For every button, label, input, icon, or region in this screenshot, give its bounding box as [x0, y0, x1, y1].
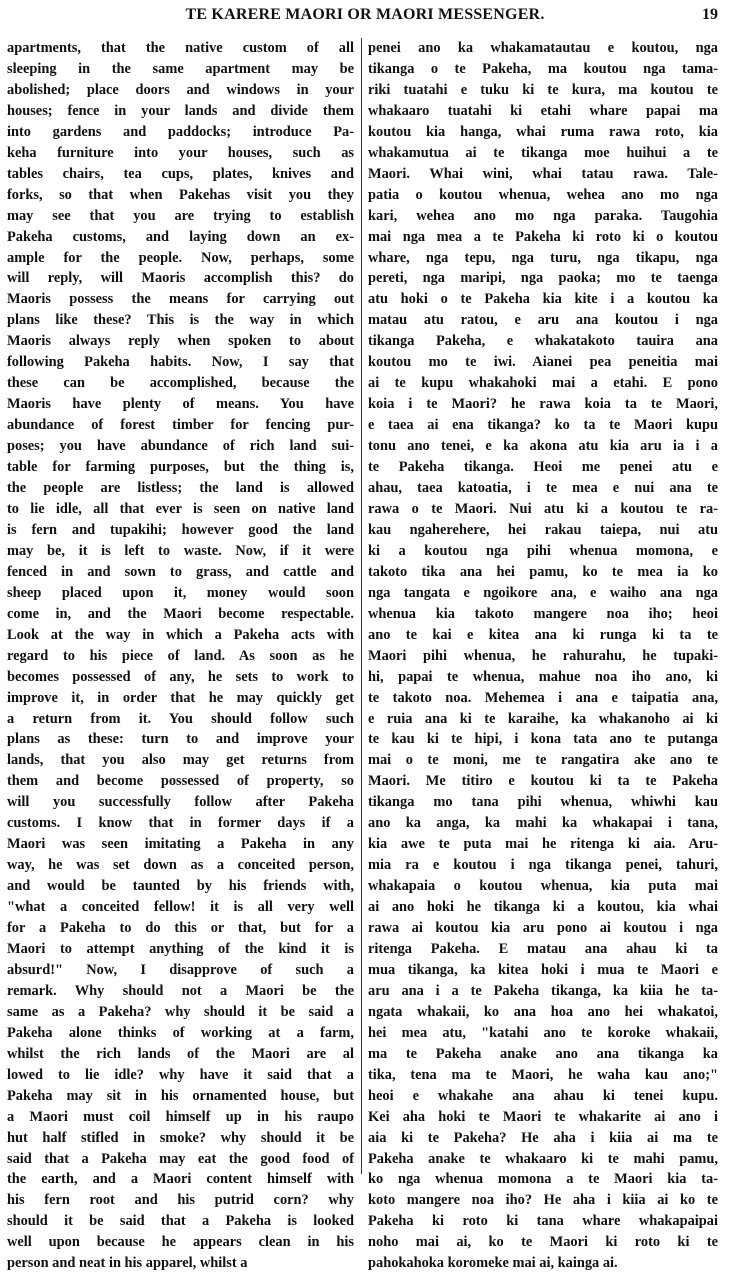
maori-text-line: rawa o te Maori. Nui atu ki a koutou te ra- — [368, 500, 718, 517]
maori-text-line: ahau, taea katoatia, i te mea e nui ana te — [368, 480, 718, 497]
english-text-line: tables chairs, tea cups, plates, knives and — [7, 165, 354, 182]
english-text-line: lands, that you also may get returns from — [7, 752, 354, 769]
english-text-line: Maori was seen imitating a Pakeha in any — [7, 836, 354, 853]
english-text-line: lowed to lie idle? why have it said that a — [7, 1066, 354, 1083]
maori-text-line: nga tangata e ngoikore ana, e waiho ana nga — [368, 584, 718, 601]
maori-text-line: pahokahoka koromeke mai ai, kainga ai. — [368, 1255, 618, 1272]
maori-text-line: ano ka anga, ka mahi ka whakapai i tana, — [368, 815, 718, 832]
english-text-line: will reply, will Maoris accomplish this? do — [7, 270, 354, 287]
maori-column — [368, 38, 718, 1272]
maori-text-line: e ruia ana ki te karaihe, ka whakanoho ai ki — [368, 710, 718, 727]
newspaper-title: TE KARERE MAORI OR MAORI MESSENGER. — [185, 6, 545, 23]
english-text-line: a return from it. You should follow such — [7, 710, 354, 727]
english-text-line: said that a Pakeha may eat the good food of — [7, 1150, 354, 1167]
english-text-line: poses; you have abundance of rich land sui- — [7, 438, 354, 455]
english-text-line: "what a conceited fellow! it is all very well — [7, 899, 354, 916]
english-text-line: remark. Why should not a Maori be the — [7, 982, 354, 999]
english-text-line: them and become possessed of property, so — [7, 773, 354, 790]
english-text-line: way, he was set down as a conceited person, — [7, 857, 354, 874]
english-text-line: will you successfully follow after Pakeha — [7, 794, 354, 811]
english-text-line: improve it, in order that he may quickly get — [7, 689, 354, 706]
maori-text-line: tonu ano tenei, e ka akona atu kia aru ia i a — [368, 438, 718, 455]
maori-text-line: whare, nga tepu, nga turu, nga tikapu, nga — [368, 249, 718, 266]
maori-text-line: mua tikanga, ka kitea hoki i mua te Maori e — [368, 961, 718, 978]
maori-text-line: riki tuatahi e tuku ki te kura, ma koutou te — [368, 81, 718, 98]
maori-text-line: takoto tika ana hei pamu, ko te mea ia ko — [368, 563, 718, 580]
maori-text-line: ko nga whenua momona a te Maori kia ta- — [368, 1171, 718, 1188]
english-text-line: into gardens and paddocks; introduce Pa- — [7, 123, 354, 140]
maori-text-line: koutou mo te iwi. Aianei pea peneitia mai — [368, 354, 718, 371]
maori-text-line: ano te kai e kitea ana ki runga ki ta te — [368, 626, 718, 643]
english-text-line: following Pakeha habits. Now, I say that — [7, 354, 354, 371]
english-text-line: well upon because he appears clean in his — [7, 1234, 354, 1251]
english-text-line: Maoris possess the means for carrying out — [7, 291, 354, 308]
maori-text-line: aru ana i a te Pakeha tikanga, ka kiia he ta- — [368, 982, 718, 999]
maori-text-line: tikanga mo tana pihi whenua, whiwhi kau — [368, 794, 718, 811]
maori-text-line: koto mangere noa iho? He aha i kiia ai ko te — [368, 1192, 718, 1209]
english-text-line: should it be said that a Pakeha is looked — [7, 1213, 354, 1230]
maori-text-line: Kei aha hoki te Maori te whakarite ai ano i — [368, 1108, 718, 1125]
maori-text-line: matau atu ratou, e aru ana koutou i nga — [368, 312, 718, 329]
maori-text-line: whenua kia takoto mangere noa iho; heoi — [368, 605, 718, 622]
maori-text-line: hi, papai te whenua, mahue noa iho ano, ki — [368, 668, 718, 685]
maori-text-line: te Pakeha tikanga. Heoi me penei atu e — [368, 459, 718, 476]
maori-text-line: rawa ai koutou kia aru pono ai koutou i nga — [368, 920, 718, 937]
english-text-line: becomes possessed of any, he sets to work to — [7, 668, 354, 685]
english-text-line: plans like these? This is the way in which — [7, 312, 354, 329]
english-text-line: customs. I know that in former days if a — [7, 815, 354, 832]
maori-text-line: ritenga Pakeha. E matau ana ahau ki ta — [368, 940, 718, 957]
maori-text-line: mai nga mea a te Pakeha ki roto ki o koutou — [368, 228, 718, 245]
maori-text-line: kari, wehea ano mo nga paraka. Taugohia — [368, 207, 718, 224]
maori-text-line: noho mai ai, ko te Maori ki roto ki te — [368, 1234, 718, 1251]
english-text-line: abundance of forest timber for fencing pur- — [7, 417, 354, 434]
maori-text-line: whakaaro tuatahi ki etahi whare papai ma — [368, 102, 718, 119]
english-text-line: regard to his piece of land. As soon as he — [7, 647, 354, 664]
english-text-line: forks, so that when Pakehas visit you they — [7, 186, 354, 203]
maori-text-line: Maori pihi whenua, he rahurahu, he tupaki- — [368, 647, 718, 664]
maori-text-line: aia ki te Pakeha? He aha i kiia ai ma te — [368, 1129, 718, 1146]
english-text-line: hut half stifled in smoke? why should it be — [7, 1129, 354, 1146]
english-text-line: Maoris always reply when spoken to about — [7, 333, 354, 350]
maori-text-line: patia o koutou whenua, wehea ano mo nga — [368, 186, 718, 203]
english-text-line: to lie idle, all that ever is seen on native land — [7, 500, 354, 517]
english-text-line: Look at the way in which a Pakeha acts with — [7, 626, 354, 643]
maori-text-line: ma te Pakeha anake ano ana tikanga ka — [368, 1045, 718, 1062]
english-text-line: for a Pakeha to do this or that, but for a — [7, 920, 354, 937]
maori-text-line: Maori. Whai wini, whai tatau rawa. Tale- — [368, 165, 718, 182]
english-text-line: ample for the people. Now, perhaps, some — [7, 249, 354, 266]
english-text-line: whilst the rich lands of the Maori are al — [7, 1045, 354, 1062]
maori-text-line: te takoto noa. Mehemea i ana e taipatia ana, — [368, 689, 718, 706]
maori-text-line: tika, tena ma te Maori, he waha kau ano;" — [368, 1066, 718, 1083]
maori-text-line: koutou kia hanga, whai ruma rawa roto, kia — [368, 123, 718, 140]
maori-text-line: Pakeha ki roto ki tana whare whakapaipai — [368, 1213, 718, 1230]
english-text-line: same as a Pakeha? why should it be said a — [7, 1003, 354, 1020]
maori-text-line: kia awe te puta mai he ritenga ki aia. Aru- — [368, 836, 718, 853]
english-text-line: and would be taunted by his friends with, — [7, 878, 354, 895]
english-text-line: sleeping in the same apartment may be — [7, 60, 354, 77]
maori-text-line: Pakeha anake te whakaaro ki te mahi pamu, — [368, 1150, 718, 1167]
english-text-line: apartments, that the native custom of all — [7, 40, 354, 56]
english-text-line: Maoris have plenty of means. You have — [7, 396, 354, 413]
english-text-line: absurd!" Now, I disapprove of such a — [7, 961, 354, 978]
maori-text-line: heoi e whakahe ana ahau ki tenei kupu. — [368, 1087, 718, 1104]
column-divider — [361, 38, 362, 1174]
maori-text-line: mia ra e koutou i nga tikanga penei, tahuri, — [368, 857, 718, 874]
english-text-line: the people are listless; the land is allowed — [7, 480, 354, 497]
english-column — [7, 38, 354, 1272]
english-text-line: Pakeha customs, and laying down an ex- — [7, 228, 354, 245]
maori-text-line: mai o te moni, me te rangatira ake ano te — [368, 752, 718, 769]
maori-text-line: Maori. Me titiro e koutou ki ta te Pakeha — [368, 773, 718, 790]
maori-text-line: penei ano ka whakamatautau e koutou, nga — [368, 40, 718, 56]
maori-text-line: tikanga Pakeha, e whakatakoto tauira ana — [368, 333, 718, 350]
english-text-line: abolished; place doors and windows in your — [7, 81, 354, 98]
maori-text-line: te kau ki te hipi, i kona tata ano te putanga — [368, 731, 718, 748]
maori-text-line: hei mea atu, "katahi ano te koroke whakaii, — [368, 1024, 718, 1041]
page-header — [0, 0, 730, 34]
english-text-line: keha furniture into your houses, such as — [7, 144, 354, 161]
maori-text-line: ki a koutou nga pihi whenua momona, e — [368, 542, 718, 559]
maori-text-line: e taea ai ena tikanga? ko ta te Maori kupu — [368, 417, 718, 434]
maori-text-line: koia i te Maori? he rawa koia ta te Maori, — [368, 396, 718, 413]
english-text-line: Maori to attempt anything of the kind it is — [7, 940, 354, 957]
english-text-line: person and neat in his apparel, whilst a — [7, 1255, 248, 1272]
english-text-line: may see that you are trying to establish — [7, 207, 354, 224]
maori-text-line: pereti, nga maripi, nga paoka; mo te taenga — [368, 270, 718, 287]
maori-text-line: atu hoki o te Pakeha kia kite i a koutou ka — [368, 291, 718, 308]
maori-text-line: ai ano hoki he tikanga ki a koutou, kia whai — [368, 899, 718, 916]
english-text-line: plans as these: turn to and improve your — [7, 731, 354, 748]
english-text-line: is fern and tupakihi; however good the land — [7, 521, 354, 538]
maori-text-line: kau ngaherehere, hei rakau taiepa, nui atu — [368, 521, 718, 538]
english-text-line: table for farming purposes, but the thing is, — [7, 459, 354, 476]
english-text-line: his fern root and his putrid corn? why — [7, 1192, 354, 1209]
english-text-line: Pakeha alone thinks of working at a farm, — [7, 1024, 354, 1041]
english-text-line: fenced in and sown to grass, and cattle and — [7, 563, 354, 580]
english-text-line: houses; fence in your lands and divide them — [7, 102, 354, 119]
english-text-line: come in, and the Maori become respectable. — [7, 605, 354, 622]
maori-text-line: ngata whakaii, ko ana hoa ano hei whakatoi, — [368, 1003, 718, 1020]
english-text-line: these can be accomplished, because the — [7, 375, 354, 392]
maori-text-line: whakamutua ai te tikanga moe huihui a te — [368, 144, 718, 161]
english-text-line: may be, it is left to waste. Now, if it were — [7, 542, 354, 559]
maori-text-line: tikanga o te Pakeha, ma koutou nga tama- — [368, 60, 718, 77]
english-text-line: Pakeha may sit in his ornamented house, but — [7, 1087, 354, 1104]
maori-text-line: whakapaia o koutou whenua, kia puta mai — [368, 878, 718, 895]
english-text-line: the earth, and a Maori content himself with — [7, 1171, 354, 1188]
maori-text-line: ai te kupu whakahoki mai a etahi. E pono — [368, 375, 718, 392]
english-text-line: sheep placed upon it, money would soon — [7, 584, 354, 601]
page-number: 19 — [702, 6, 718, 23]
english-text-line: a Maori must coil himself up in his raupo — [7, 1108, 354, 1125]
